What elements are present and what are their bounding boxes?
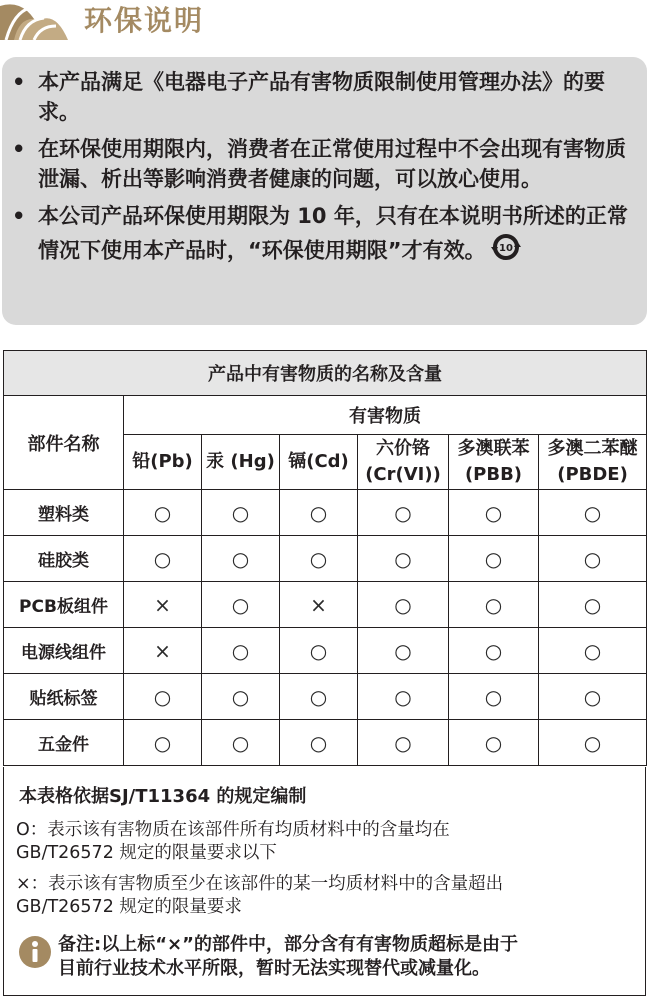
table-row xyxy=(4,536,647,582)
legend-cross xyxy=(16,873,503,919)
notes-section xyxy=(3,767,646,996)
substance-mark-cell: ○ xyxy=(280,536,358,582)
limit-badge-number: 10 xyxy=(498,242,513,254)
substance-header xyxy=(280,435,358,490)
notice-item-text xyxy=(38,202,641,270)
substance-name: 汞 (Hg) xyxy=(206,451,275,472)
substance-formula: (PBDE) xyxy=(557,464,628,485)
legend-circle xyxy=(16,819,450,865)
substance-mark-cell: ○ xyxy=(124,536,202,582)
substance-mark-cell: ○ xyxy=(124,674,202,720)
substance-mark-cell: ○ xyxy=(358,582,449,628)
substance-mark-cell: ○ xyxy=(280,490,358,536)
page-title: 环保说明 xyxy=(84,4,205,37)
substance-mark-cell: ○ xyxy=(449,720,539,766)
notice-item-text: 在环保使用期限内，消费者在正常使用过程中不会出现有害物质泄漏、析出等影响消费者健康的问题，可以放心使用。 xyxy=(38,137,626,191)
info-icon xyxy=(18,935,52,969)
recycle-10-icon xyxy=(490,232,522,262)
substance-mark-cell: ○ xyxy=(280,674,358,720)
substance-mark-cell: ○ xyxy=(449,536,539,582)
table-caption: 产品中有害物质的名称及含量 xyxy=(4,351,647,396)
substance-mark-cell: ○ xyxy=(539,628,647,674)
substance-name: 多澳二苯醚 xyxy=(547,438,638,459)
substance-mark-cell: ○ xyxy=(202,720,280,766)
substance-header xyxy=(358,435,449,490)
table-row xyxy=(4,720,647,766)
substance-mark-cell: ○ xyxy=(449,628,539,674)
substance-mark-cell: ○ xyxy=(358,720,449,766)
part-name-cell: 五金件 xyxy=(4,720,124,766)
substance-name: 六价铬 xyxy=(376,438,430,459)
table-row xyxy=(4,628,647,674)
substance-name: 镉(Cd) xyxy=(288,451,349,472)
table-caption-row xyxy=(4,351,647,396)
notice-item xyxy=(10,68,641,127)
standard-basis: 本表格依据SJ/T11364 的规定编制 xyxy=(19,786,307,807)
notice-item xyxy=(10,135,641,194)
substance-mark-cell: ○ xyxy=(202,582,280,628)
remark-text xyxy=(58,933,638,981)
legend-text: O：表示该有害物质在该部件所有均质材料中的含量均在 xyxy=(16,820,450,840)
substance-mark-cell: ○ xyxy=(539,536,647,582)
substance-header xyxy=(449,435,539,490)
hazard-group-header: 有害物质 xyxy=(124,396,647,435)
substance-mark-cell: ○ xyxy=(358,490,449,536)
remark-line: 目前行业技术水平所限，暂时无法实现替代或减量化。 xyxy=(58,958,490,979)
substance-mark-cell: ○ xyxy=(280,720,358,766)
substance-mark-cell: ○ xyxy=(202,674,280,720)
eco-logo-icon xyxy=(0,0,76,40)
legend-text: ×：表示该有害物质至少在该部件的某一均质材料中的含量超出 xyxy=(16,874,504,894)
substance-mark-cell: ○ xyxy=(449,582,539,628)
substance-mark-cell: ○ xyxy=(124,490,202,536)
notice-item-text-content: 本公司产品环保使用期限为 10 年，只有在本说明书所述的正常情况下使用本产品时，“环保使用期限”才有效。 xyxy=(38,204,628,262)
substance-formula: (PBB) xyxy=(464,464,523,485)
substance-mark-cell: ○ xyxy=(539,674,647,720)
part-name-cell: 塑料类 xyxy=(4,490,124,536)
substance-mark-cell: ○ xyxy=(280,628,358,674)
substance-mark-cell: ○ xyxy=(358,536,449,582)
remark-line: 备注:以上标“×”的部件中，部分含有有害物质超标是由于 xyxy=(58,934,518,955)
table-group-header-row xyxy=(4,396,647,435)
bullet-dot: • xyxy=(12,204,26,228)
table-row xyxy=(4,582,647,628)
substance-formula: (Cr(VI)) xyxy=(365,464,441,485)
part-name-cell: 电源线组件 xyxy=(4,628,124,674)
substance-mark-cell: ○ xyxy=(202,628,280,674)
environmental-use-period-badge xyxy=(490,232,522,271)
substance-mark-cell: ○ xyxy=(124,720,202,766)
notice-item xyxy=(10,202,641,270)
notice-panel xyxy=(2,57,647,325)
substance-name: 多澳联苯 xyxy=(457,438,530,459)
hazardous-substance-table xyxy=(3,350,647,766)
part-name-cell: PCB板组件 xyxy=(4,582,124,628)
part-name-cell: 贴纸标签 xyxy=(4,674,124,720)
substance-mark-cell: ○ xyxy=(539,720,647,766)
substance-mark-cell: × xyxy=(124,628,202,674)
substance-header xyxy=(124,435,202,490)
bullet-dot: • xyxy=(12,70,26,94)
substance-mark-cell: ○ xyxy=(449,490,539,536)
substance-header xyxy=(539,435,647,490)
substance-mark-cell: ○ xyxy=(539,490,647,536)
bullet-dot: • xyxy=(12,137,26,161)
substance-name: 铅(Pb) xyxy=(132,451,193,472)
substance-mark-cell: ○ xyxy=(358,628,449,674)
substance-mark-cell: ○ xyxy=(202,536,280,582)
substance-mark-cell: ○ xyxy=(358,674,449,720)
notice-item-text: 本产品满足《电器电子产品有害物质限制使用管理办法》的要求。 xyxy=(38,70,605,124)
substance-mark-cell: × xyxy=(280,582,358,628)
substance-mark-cell: × xyxy=(124,582,202,628)
part-name-cell: 硅胶类 xyxy=(4,536,124,582)
page-header xyxy=(0,0,649,46)
substance-mark-cell: ○ xyxy=(539,582,647,628)
remark xyxy=(18,933,638,981)
table-body xyxy=(4,490,647,766)
legend-text: GB/T26572 规定的限量要求以下 xyxy=(16,843,277,863)
substance-mark-cell: ○ xyxy=(449,674,539,720)
substance-header xyxy=(202,435,280,490)
part-name-header: 部件名称 xyxy=(4,396,124,490)
legend-text: GB/T26572 规定的限量要求 xyxy=(16,897,242,917)
table-row xyxy=(4,490,647,536)
table-row xyxy=(4,674,647,720)
substance-mark-cell: ○ xyxy=(202,490,280,536)
